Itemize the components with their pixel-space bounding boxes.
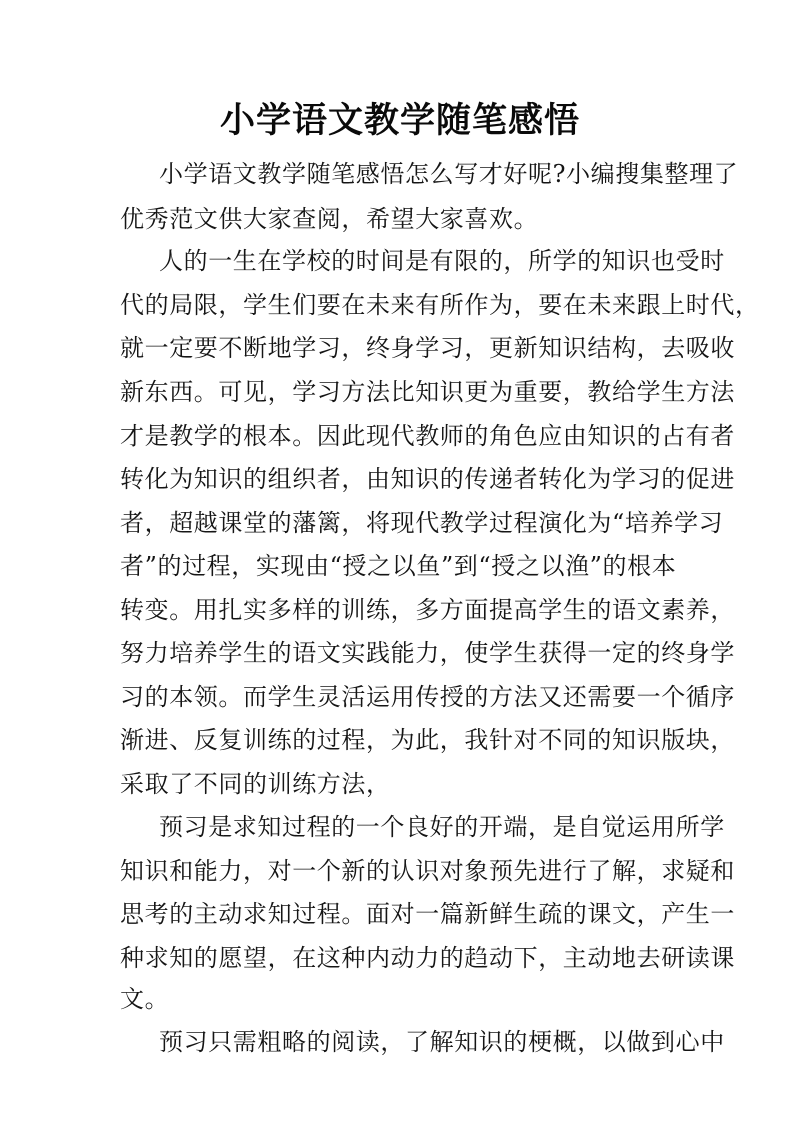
text-line: 优秀范文供大家查阅，希望大家喜欢。 bbox=[120, 205, 539, 233]
text-line: 努力培养学生的语文实践能力，使学生获得一定的终身学 bbox=[120, 639, 735, 667]
text-line: 转变。用扎实多样的训练，多方面提高学生的语文素养， bbox=[120, 596, 735, 624]
text-line: 预习只需粗略的阅读，了解知识的梗概，以做到心中 bbox=[159, 1028, 725, 1056]
text-line: 人的一生在学校的时间是有限的，所学的知识也受时 bbox=[159, 247, 725, 275]
text-line: 文。 bbox=[120, 985, 170, 1013]
text-line: 者”的过程，实现由“授之以鱼”到“授之以渔”的根本 bbox=[120, 552, 677, 580]
text-line: 代的局限，学生们要在未来有所作为，要在未来跟上时代， bbox=[120, 291, 760, 319]
text-line: 才是教学的根本。因此现代教师的角色应由知识的占有者 bbox=[120, 422, 735, 450]
text-line: 采取了不同的训练方法， bbox=[120, 770, 391, 798]
text-line: 习的本领。而学生灵活运用传授的方法又还需要一个循序 bbox=[120, 683, 735, 711]
text-line: 预习是求知过程的一个良好的开端，是自觉运用所学 bbox=[159, 813, 725, 841]
document-title: 小学语文教学随笔感悟 bbox=[219, 100, 580, 141]
text-line: 渐进、反复训练的过程，为此，我针对不同的知识版块， bbox=[120, 726, 735, 754]
text-line: 转化为知识的组织者，由知识的传递者转化为学习的促进 bbox=[120, 465, 735, 493]
text-line: 者，超越课堂的藩篱，将现代教学过程演化为“培养学习 bbox=[120, 509, 724, 537]
text-line: 知识和能力，对一个新的认识对象预先进行了解，求疑和 bbox=[120, 857, 735, 885]
text-line: 种求知的愿望，在这种内动力的趋动下，主动地去研读课 bbox=[120, 944, 735, 972]
text-line: 新东西。可见，学习方法比知识更为重要，教给学生方法 bbox=[120, 378, 735, 406]
text-line: 就一定要不断地学习，终身学习，更新知识结构，去吸收 bbox=[120, 334, 735, 362]
text-line: 小学语文教学随笔感悟怎么写才好呢?小编搜集整理了 bbox=[159, 160, 739, 188]
text-line: 思考的主动求知过程。面对一篇新鲜生疏的课文，产生一 bbox=[120, 900, 735, 928]
